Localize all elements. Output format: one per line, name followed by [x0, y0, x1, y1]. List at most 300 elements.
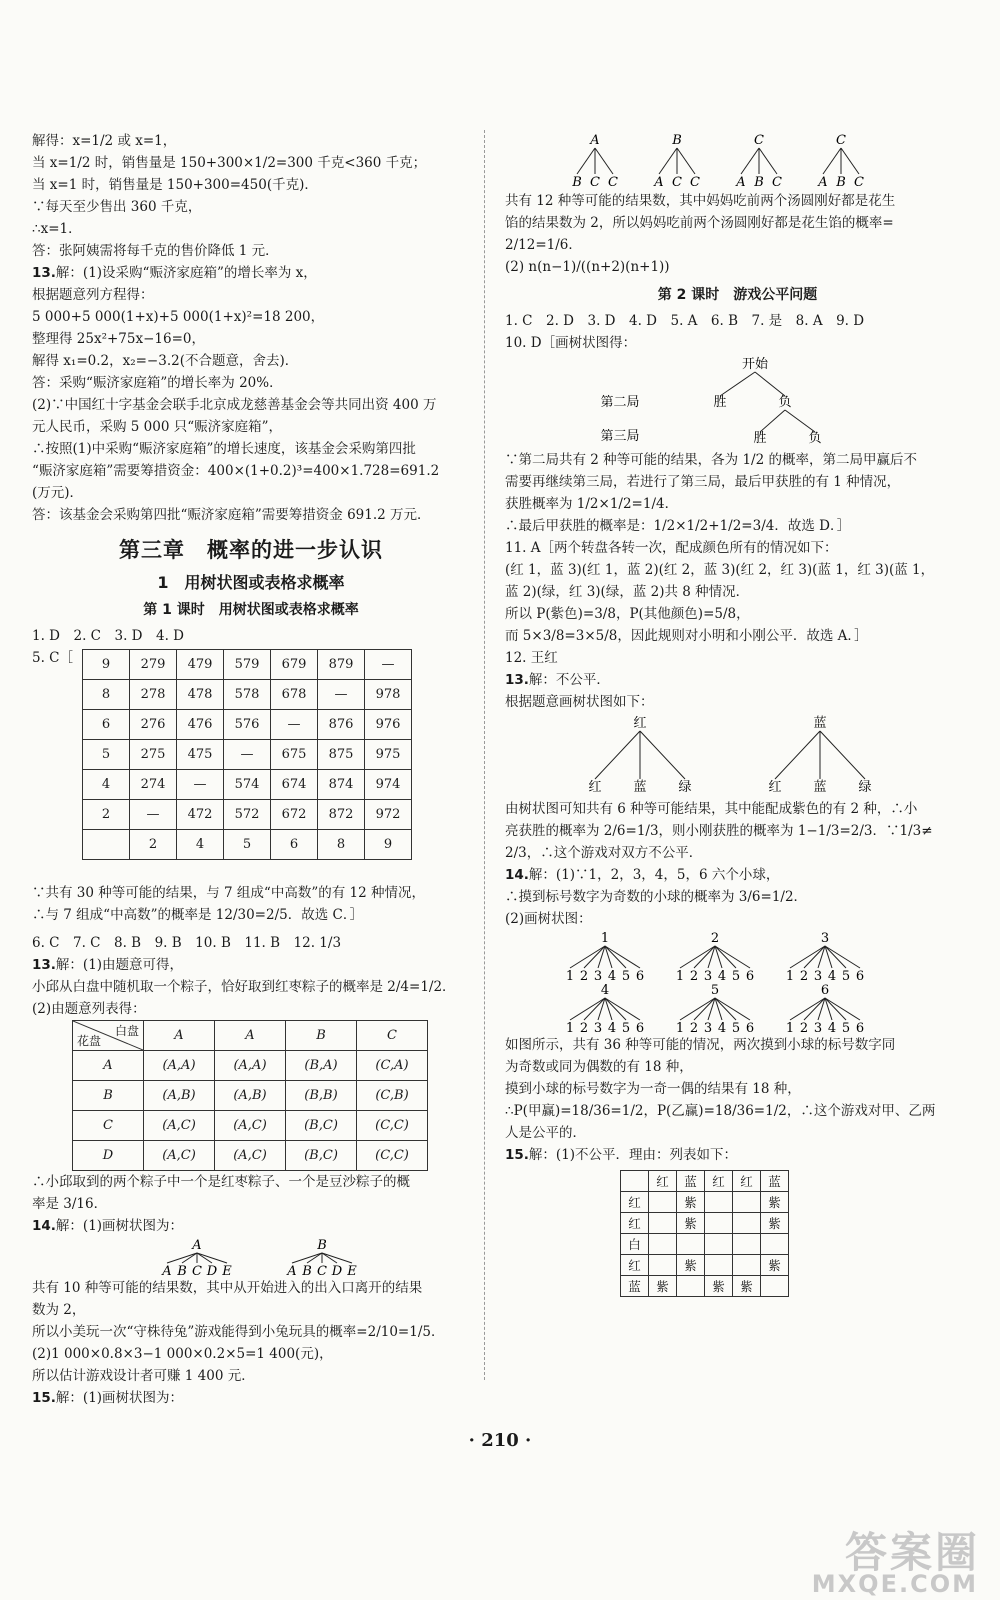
- table-row: [621, 1234, 789, 1255]
- tree-leaf: E: [347, 1264, 357, 1277]
- tree-branch: [595, 731, 640, 779]
- tree-node: 6: [820, 983, 830, 998]
- text-line: 当 x=1 时，销售量是 150+300=450(千克)．: [32, 177, 318, 193]
- tree-leaf: 1: [785, 1021, 795, 1034]
- text-line: 馅的结果数为 2，所以妈妈吃前两个汤圆刚好都是花生馅的概率=: [505, 215, 894, 231]
- column-divider: [484, 130, 485, 1380]
- table-row: [83, 740, 412, 770]
- text-line: 解得：x=1/2 或 x=1，: [32, 133, 177, 149]
- tree-node: 负: [778, 395, 792, 410]
- table-row: [621, 1171, 789, 1192]
- table-cell: —: [365, 650, 412, 680]
- table-cell: 紫: [677, 1255, 705, 1276]
- table-cell: 279: [130, 650, 177, 680]
- tree-node: 开始: [741, 357, 769, 372]
- corner-label-bottom: 花盘: [77, 1034, 102, 1048]
- table-row: [83, 830, 412, 860]
- tree-node: 1: [600, 931, 610, 946]
- tree-leaf: C: [672, 175, 682, 190]
- question-13b: [32, 954, 470, 976]
- table-row: [83, 710, 412, 740]
- table-cell: —: [271, 710, 318, 740]
- text-line: (2) n(n−1)/((n+2)(n+1)): [505, 259, 670, 275]
- tree-leaf: 2: [689, 969, 699, 984]
- table-cell: (A,C): [144, 1111, 215, 1141]
- tree-leaf: 3: [703, 969, 713, 984]
- text-line: 亮获胜的概率为 2/6=1/3，则小刚获胜的概率为 1−1/3=2/3．∵1/3≠: [505, 823, 933, 839]
- chapter-title: 第三章 概率的进一步认识: [119, 538, 383, 562]
- table-cell: 574: [224, 770, 271, 800]
- table-cell: 红: [733, 1171, 761, 1192]
- table-row: [73, 1111, 428, 1141]
- text-line: 整理得 25x²+75x−16=0，: [32, 331, 205, 347]
- text-line: 答：采购“赈济家庭箱”的增长率为 20%．: [32, 375, 283, 391]
- table-cell: 4: [83, 770, 130, 800]
- tree-leaf: 5: [621, 1021, 631, 1034]
- table-cell: 278: [130, 680, 177, 710]
- table-cell: [705, 1192, 733, 1213]
- tree-branch: [322, 1253, 352, 1263]
- tree-leaf: D: [331, 1264, 343, 1277]
- table-cell: (A,B): [215, 1081, 286, 1111]
- table-row: [83, 650, 412, 680]
- table-cell: 2: [130, 830, 177, 860]
- table-cell: 蓝: [761, 1171, 789, 1192]
- table-cell: 678: [271, 680, 318, 710]
- table-cell: 874: [318, 770, 365, 800]
- right-column: [505, 130, 970, 1297]
- question-14: [32, 1215, 470, 1237]
- text-line: 11. A［两个转盘各转一次，配成颜色所有的情况如下：: [505, 540, 838, 556]
- table-cell: 275: [130, 740, 177, 770]
- tree-leaf: 绿: [678, 780, 692, 795]
- table-cell: 9: [83, 650, 130, 680]
- table-cell: 紫: [677, 1213, 705, 1234]
- tree-branch: [640, 731, 685, 779]
- table-cell: 872: [318, 800, 365, 830]
- tree-leaf: E: [222, 1264, 232, 1277]
- text-line: 根据题意列方程得：: [32, 287, 154, 303]
- table-corner-cell: [73, 1021, 144, 1051]
- tree-leaf: 蓝: [633, 780, 647, 795]
- text-line: 元人民币，采购 5 000 只“赈济家庭箱”，: [32, 419, 283, 435]
- table-cell: 276: [130, 710, 177, 740]
- text-line: ∴按照(1)中采购“赈济家庭箱”的增长速度，该基金会采购第四批: [32, 441, 416, 457]
- table-cell: 9: [365, 830, 412, 860]
- tree-leaf: 6: [855, 1021, 865, 1034]
- table-cell: (B,B): [286, 1081, 357, 1111]
- table-row: [83, 770, 412, 800]
- tree-leaf: 1: [785, 969, 795, 984]
- text-line: 12. 王红: [505, 650, 558, 666]
- tree-branch: [577, 148, 595, 174]
- table-cell: —: [177, 770, 224, 800]
- watermark-logo: 答案圈: [844, 1528, 980, 1577]
- table-cell: 红: [621, 1192, 649, 1213]
- table-cell: C: [73, 1111, 144, 1141]
- text-line: 10. D［画树状图得：: [505, 335, 637, 351]
- tree-node: C: [754, 133, 764, 148]
- question-14: [505, 864, 970, 886]
- left-column: [32, 130, 470, 1409]
- table-cell: 紫: [705, 1276, 733, 1297]
- tree-diagram: [560, 130, 920, 190]
- text-line: 所以估计游戏设计者可赚 1 400 元．: [32, 1368, 255, 1384]
- table-cell: 879: [318, 650, 365, 680]
- table-cell: 5: [83, 740, 130, 770]
- table-cell: 976: [365, 710, 412, 740]
- table-cell: [677, 1276, 705, 1297]
- tree-branch: [659, 148, 677, 174]
- text-line: ∵共有 30 种等可能的结果，与 7 组成“中高数”的有 12 种情况，: [32, 885, 425, 901]
- table-row: [621, 1213, 789, 1234]
- table-cell: 579: [224, 650, 271, 680]
- tree-leaf: 5: [841, 969, 851, 984]
- table-cell: (A,C): [144, 1141, 215, 1171]
- table-row: [73, 1081, 428, 1111]
- tree-leaf: 5: [731, 1021, 741, 1034]
- table-cell: [733, 1255, 761, 1276]
- tree-leaf: 4: [827, 969, 837, 984]
- table-cell: 679: [271, 650, 318, 680]
- table-cell: D: [73, 1141, 144, 1171]
- table-header-cell: B: [286, 1021, 357, 1051]
- table-row: [83, 800, 412, 830]
- table-cell: 876: [318, 710, 365, 740]
- table-cell: [677, 1234, 705, 1255]
- tree-node: 2: [710, 931, 720, 946]
- table-cell: A: [73, 1051, 144, 1081]
- tree-leaf: D: [206, 1264, 218, 1277]
- tree-leaf: 5: [621, 969, 631, 984]
- tree-leaf: 负: [808, 431, 822, 446]
- text-line: 根据题意画树状图如下：: [505, 694, 654, 710]
- question-number: 13.: [505, 672, 529, 688]
- tree-level-label: 第三局: [600, 429, 640, 444]
- tree-branch: [841, 148, 859, 174]
- text-line: 由树状图可知共有 6 种等可能结果，其中能配成紫色的有 2 种，∴小: [505, 801, 918, 817]
- table-cell: (C,C): [357, 1111, 428, 1141]
- table-cell: B: [73, 1081, 144, 1111]
- text-line: (2)1 000×0.8×3−1 000×0.2×5=1 400(元)，: [32, 1346, 333, 1362]
- tree-leaf: 4: [717, 1021, 727, 1034]
- tree-leaf: A: [654, 175, 664, 190]
- answers-row: 6. C 7. C 8. B 9. B 10. B 11. B 12. 1/3: [32, 935, 342, 951]
- table-row: [621, 1276, 789, 1297]
- table-cell: 972: [365, 800, 412, 830]
- tree-leaf: 5: [731, 969, 741, 984]
- tree-node: B: [672, 133, 682, 148]
- table-cell: (C,A): [357, 1051, 428, 1081]
- text-line: 答：张阿姨需将每千克的售价降低 1 元．: [32, 243, 279, 259]
- color-table: [620, 1170, 789, 1297]
- table-cell: 974: [365, 770, 412, 800]
- table-cell: [733, 1213, 761, 1234]
- text-line: ∴摸到标号数字为奇数的小球的概率为 3/6=1/2．: [505, 889, 808, 905]
- text-line: ∴与 7 组成“中高数”的概率是 12/30=2/5．故选 C．］: [32, 907, 364, 923]
- text-line: (2)由题意列表得：: [32, 1001, 146, 1017]
- tree-leaf: A: [736, 175, 746, 190]
- tree-leaf: 6: [635, 969, 645, 984]
- question-number: 14.: [32, 1218, 56, 1234]
- tree-branch: [322, 1253, 337, 1263]
- table-cell: 572: [224, 800, 271, 830]
- table-cell: 978: [365, 680, 412, 710]
- table-cell: 紫: [733, 1276, 761, 1297]
- tree-branch: [820, 731, 865, 779]
- tree-node: A: [192, 1238, 202, 1253]
- text-line: 解：(1)画树状图为：: [55, 1218, 184, 1234]
- table-cell: [621, 1171, 649, 1192]
- table-cell: [705, 1213, 733, 1234]
- table-cell: [761, 1276, 789, 1297]
- table-cell: 875: [318, 740, 365, 770]
- question-number: 13.: [32, 265, 56, 281]
- table-cell: —: [318, 680, 365, 710]
- tree-leaf: B: [302, 1264, 312, 1277]
- text-line: ∴x=1．: [32, 221, 82, 237]
- table-cell: 672: [271, 800, 318, 830]
- question-prefix: 5. C［: [32, 650, 74, 666]
- tree-leaf: A: [162, 1264, 172, 1277]
- table-cell: 478: [177, 680, 224, 710]
- text-line: 人是公平的．: [505, 1125, 586, 1141]
- table-cell: (A,A): [215, 1051, 286, 1081]
- text-line: 小邱从白盘中随机取一个粽子，恰好取到红枣粽子的概率是 2/4=1/2．: [32, 979, 456, 995]
- table-cell: 白: [621, 1234, 649, 1255]
- tree-leaf: C: [317, 1264, 327, 1277]
- tree-leaf: 2: [689, 1021, 699, 1034]
- tree-leaf: 1: [675, 1021, 685, 1034]
- table-cell: (C,C): [357, 1141, 428, 1171]
- tree-leaf: 2: [799, 969, 809, 984]
- text-line: ∵第二局共有 2 种等可能的结果，各为 1/2 的概率，第二局甲赢后不: [505, 452, 917, 468]
- table-cell: [649, 1255, 677, 1276]
- table-cell: 675: [271, 740, 318, 770]
- table-cell: [649, 1234, 677, 1255]
- question-13: [505, 669, 970, 691]
- text-line: 答：该基金会采购第四批“赈济家庭箱”需要筹措资金 691.2 万元．: [32, 507, 431, 523]
- table-cell: 975: [365, 740, 412, 770]
- table-cell: 蓝: [677, 1171, 705, 1192]
- tree-node: 5: [710, 983, 720, 998]
- tree-leaf: B: [754, 175, 764, 190]
- text-line: (红 1，蓝 3)(红 1，蓝 2)(红 2，蓝 3)(红 2，红 3)(蓝 1，红 3)(蓝 1，: [505, 562, 935, 578]
- text-line: 如图所示，共有 36 种等可能的情况，两次摸到小球的标号数字同: [505, 1037, 896, 1053]
- table-cell: (A,C): [215, 1141, 286, 1171]
- table-row: [73, 1021, 428, 1051]
- text-line: 蓝 2)(绿，红 3)(绿，蓝 2)共 8 种情况．: [505, 584, 750, 600]
- tree-branch: [197, 1253, 227, 1263]
- table-cell: [83, 830, 130, 860]
- text-line: 共有 10 种等可能的结果数，其中从开始进入的出入口离开的结果: [32, 1280, 423, 1296]
- tree-leaf: C: [590, 175, 600, 190]
- table-cell: 蓝: [621, 1276, 649, 1297]
- table-header-cell: C: [357, 1021, 428, 1051]
- text-line: 解：(1)设采购“赈济家庭箱”的增长率为 x，: [55, 265, 317, 281]
- tree-leaf: B: [572, 175, 582, 190]
- tree-node: 红: [633, 716, 647, 731]
- text-line: 当 x=1/2 时，销售量是 150+300×1/2=300 千克<360 千克；: [32, 155, 427, 171]
- tree-leaf: C: [772, 175, 782, 190]
- table-cell: 4: [177, 830, 224, 860]
- tree-leaf: 3: [703, 1021, 713, 1034]
- table-cell: 274: [130, 770, 177, 800]
- tree-node: 3: [820, 931, 830, 946]
- table-row: [83, 680, 412, 710]
- tree-branch: [292, 1253, 322, 1263]
- text-line: 5 000+5 000(1+x)+5 000(1+x)²=18 200，: [32, 309, 325, 325]
- table-cell: [733, 1192, 761, 1213]
- tree-branch: [182, 1253, 197, 1263]
- question-number: 14.: [505, 867, 529, 883]
- text-line: 所以 P(紫色)=3/8，P(其他颜色)=5/8，: [505, 606, 750, 622]
- table-cell: —: [224, 740, 271, 770]
- text-line: 解得 x₁=0.2，x₂=−3.2(不合题意，舍去)．: [32, 353, 299, 369]
- table-cell: 紫: [761, 1255, 789, 1276]
- tree-leaf: C: [608, 175, 618, 190]
- table-cell: [761, 1234, 789, 1255]
- tree-leaf: 2: [579, 1021, 589, 1034]
- text-line: 解：不公平．: [528, 672, 610, 688]
- text-line: 数为 2，: [32, 1302, 86, 1318]
- text-line: 解：(1)由题意可得，: [55, 957, 184, 973]
- text-line: 摸到小球的标号数字为一奇一偶的结果有 18 种，: [505, 1081, 801, 1097]
- text-line: 获胜概率为 1/2×1/2=1/4．: [505, 496, 679, 512]
- table-cell: 6: [271, 830, 318, 860]
- table-cell: [649, 1213, 677, 1234]
- table-cell: (B,A): [286, 1051, 357, 1081]
- tree-leaf: 1: [565, 969, 575, 984]
- table-cell: 472: [177, 800, 224, 830]
- text-line: “赈济家庭箱”需要筹措资金：400×(1+0.2)³=400×1.728=691.2: [32, 463, 440, 479]
- section-title: 1 用树状图或表格求概率: [157, 573, 345, 592]
- tree-leaf: C: [690, 175, 700, 190]
- table-cell: 8: [318, 830, 365, 860]
- tree-leaf: 6: [635, 1021, 645, 1034]
- page-number: · 210 ·: [468, 1430, 532, 1451]
- table-cell: 475: [177, 740, 224, 770]
- text-line: 共有 12 种等可能的结果数，其中妈妈吃前两个汤圆刚好都是花生: [505, 193, 896, 209]
- question-5: [32, 647, 470, 882]
- table-cell: 576: [224, 710, 271, 740]
- question-number: 13.: [32, 957, 56, 973]
- tree-node: B: [317, 1238, 327, 1253]
- question-15: [505, 1144, 970, 1166]
- table-cell: 红: [621, 1255, 649, 1276]
- tree-leaf: 蓝: [813, 780, 827, 795]
- question-15: [32, 1387, 470, 1409]
- tree-leaf: 4: [827, 1021, 837, 1034]
- text-line: 2/12=1/6．: [505, 237, 582, 253]
- tree-leaf: 6: [745, 1021, 755, 1034]
- tree-leaf: 6: [855, 969, 865, 984]
- tree-branch: [755, 372, 785, 396]
- tree-leaf: C: [192, 1264, 202, 1277]
- watermark-url: MXQE.COM: [811, 1570, 978, 1598]
- tree-leaf: 3: [593, 969, 603, 984]
- tree-leaf: 2: [579, 969, 589, 984]
- table-cell: (B,C): [286, 1141, 357, 1171]
- tree-leaf: B: [836, 175, 846, 190]
- text-line: ∴最后甲获胜的概率是：1/2×1/2+1/2=3/4．故选 D．］: [505, 518, 851, 534]
- tree-branch: [741, 148, 759, 174]
- tree-leaf: 红: [768, 780, 782, 795]
- table-cell: 红: [649, 1171, 677, 1192]
- answers-row: 1. D 2. C 3. D 4. D: [32, 628, 184, 644]
- tree-diagram: [585, 713, 905, 798]
- tree-leaf: 绿: [858, 780, 872, 795]
- tree-node: A: [590, 133, 600, 148]
- text-line: 解：(1)画树状图为：: [55, 1390, 184, 1406]
- text-line: 解：(1)∵1，2，3，4，5，6 六个小球，: [528, 867, 780, 883]
- tree-branch: [760, 410, 785, 432]
- lesson-title: 第 2 课时 游戏公平问题: [657, 287, 818, 303]
- tree-diagram: [550, 930, 870, 1034]
- tree-leaf: 4: [607, 1021, 617, 1034]
- question-number: 15.: [32, 1390, 56, 1406]
- tree-diagram: [142, 1237, 442, 1277]
- outcome-table: [72, 1020, 428, 1171]
- tree-leaf: B: [177, 1264, 187, 1277]
- tree-leaf: 4: [607, 969, 617, 984]
- table-cell: 476: [177, 710, 224, 740]
- table-cell: (C,B): [357, 1081, 428, 1111]
- text-line: 2/3，∴这个游戏对双方不公平．: [505, 845, 703, 861]
- table-cell: —: [130, 800, 177, 830]
- text-line: ∴P(甲赢)=18/36=1/2，P(乙赢)=18/36=1/2，∴这个游戏对甲、乙两: [505, 1103, 936, 1119]
- table-cell: 578: [224, 680, 271, 710]
- table-cell: 红: [621, 1213, 649, 1234]
- text-line: 为奇数或同为偶数的有 18 种，: [505, 1059, 693, 1075]
- table-header-cell: A: [215, 1021, 286, 1051]
- tree-leaf: 3: [813, 1021, 823, 1034]
- tree-branch: [677, 148, 695, 174]
- number-grid: [82, 649, 412, 860]
- tree-leaf: 1: [675, 969, 685, 984]
- text-line: 率是 3/16．: [32, 1196, 108, 1212]
- text-line: 解：(1)不公平．理由：列表如下：: [528, 1147, 738, 1163]
- tree-branch: [785, 410, 815, 432]
- table-cell: 674: [271, 770, 318, 800]
- table-cell: [705, 1255, 733, 1276]
- table-cell: 8: [83, 680, 130, 710]
- question-number: 15.: [505, 1147, 529, 1163]
- table-cell: (A,A): [144, 1051, 215, 1081]
- text-line: (2)画树状图：: [505, 911, 592, 927]
- lesson-title: 第 1 课时 用树状图或表格求概率: [143, 602, 359, 618]
- text-line: (2)∵中国红十字基金会联手北京成龙慈善基金会等共同出资 400 万: [32, 397, 437, 413]
- tree-leaf: 2: [799, 1021, 809, 1034]
- table-cell: (B,C): [286, 1111, 357, 1141]
- tree-branch: [595, 148, 613, 174]
- table-cell: 红: [705, 1171, 733, 1192]
- tree-leaf: 3: [593, 1021, 603, 1034]
- tree-leaf: 红: [588, 780, 602, 795]
- table-cell: 紫: [649, 1276, 677, 1297]
- tree-branch: [167, 1253, 197, 1263]
- tree-node: 蓝: [813, 716, 827, 731]
- tree-leaf: 4: [717, 969, 727, 984]
- table-cell: 6: [83, 710, 130, 740]
- table-cell: 紫: [677, 1192, 705, 1213]
- table-row: [621, 1192, 789, 1213]
- table-cell: 紫: [761, 1213, 789, 1234]
- tree-leaf: 3: [813, 969, 823, 984]
- tree-leaf: 胜: [713, 395, 727, 410]
- tree-branch: [823, 148, 841, 174]
- text-line: ∵每天至少售出 360 千克，: [32, 199, 202, 215]
